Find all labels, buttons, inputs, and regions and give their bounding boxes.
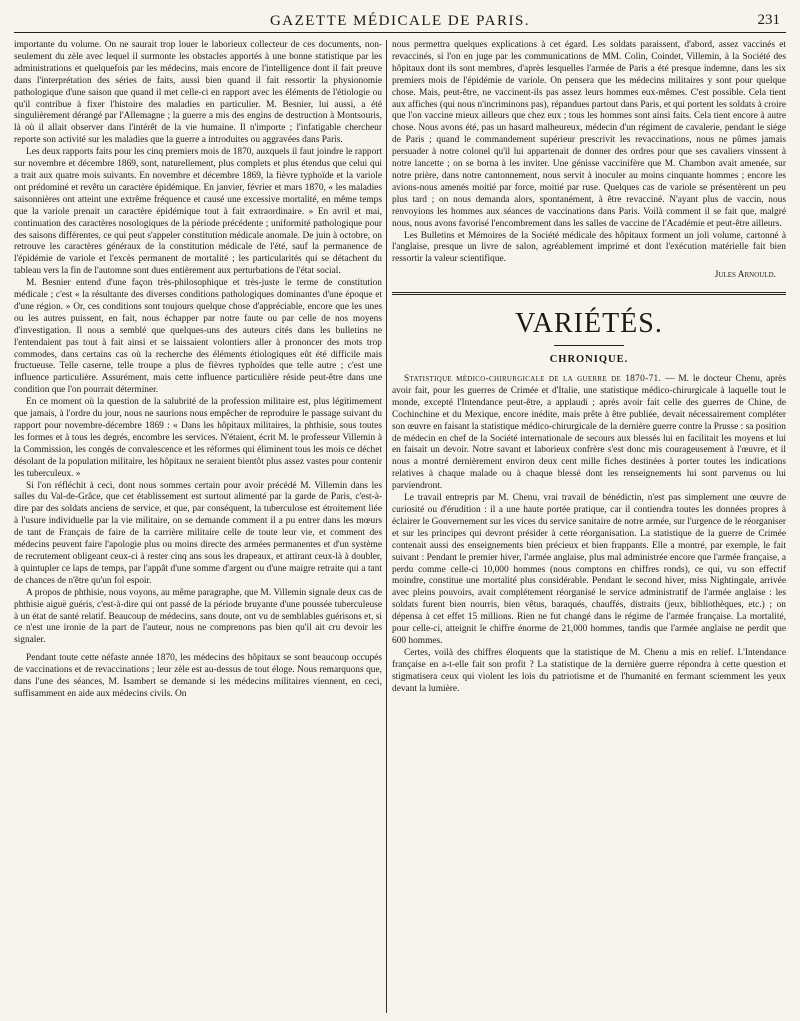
paragraph: M. Besnier entend d'une façon très-philosophique et très-juste le terme de constitution médicale ; c'est « la résultante des diverses conditions pathologiques dominantes d'une époque et d'une région. » Or, ces conditions sont toujours quelque chose d'appréciable, encore que les unes ou les autres puissent, en fait, nous échapper par notre faute ou par celle de nos moyens d'investigation. Il nous a semblé que quelques-uns des auteurs cités dans les bulletins ne l'entendaient pas tout à fait ainsi et se laissaient volontiers aller à prononcer des mots trop commodes, dans certains cas où la recherche des éléments étiologiques eût été difficile mais fructueuse. Telle caserne, telle troupe a plus de fièvres typhoïdes que telle autre ; c'est une influence particulière. Assurément, mais cette influence particulière réside peut-être dans une condition que l'on pourrait déterminer. [14, 278, 382, 396]
running-header [14, 10, 786, 33]
paragraph: Certes, voilà des chiffres éloquents que la statistique de M. Chenu a mis en relief. L'Intendance française en a-t-elle fait son profit ? La statistique de la dernière guerre répondra à cette question et stigmatisera ceux qui violent les lois du patriotisme et de l'humanité en fermant sciemment les yeux devant la lumière. [392, 647, 786, 694]
author-signature: Jules Arnould. [714, 270, 776, 281]
paragraph: En ce moment où la question de la salubrité de la profession militaire est, plus légitimement que jamais, à l'ordre du jour, nous ne saurions nous empêcher de reproduire le passage suivant du rapport pour novembre-décembre 1869 : « Dans les hôpitaux militaires, la phthisie, sous toutes les formes et à tous les degrés, encombre les services. N'étaient, écrit M. le professeur Villemin à la Commission, les congés de convalescence et les réformes qui éliminent tous les mois ce déchet désolant de la population militaire, les hôpitaux ne seraient bientôt plus assez vastes pour contenir les tuberculeux. » [14, 397, 382, 479]
paragraph: Si l'on réfléchit à ceci, dont nous sommes certain pour avoir précédé M. Villemin dans les salles du Val-de-Grâce, que cet établissement est surtout alimenté par la garde de Paris, c'est-à-dire par des soldats anciens de service, et que, par conséquent, la tuberculose est étroitement liée à l'usure individuelle par la vie militaire, on se demande comment il a pu entrer dans les mœurs de tant de Français de faire de la carrière militaire celle de toute leur vie, et comment des médecins peuvent faire l'apologie plus ou moins directe des armées permanentes et d'un système de recrutement obligeant ceux-ci à rester cinq ans sous les drapeaux, et attirant ceux-là à doubler, à quintupler ce laps de temps, par l'appât d'une somme d'argent ou d'une maigre retraite qui a tant de chances de n'être qu'un fol espoir. [14, 480, 382, 586]
title-underline [554, 345, 624, 346]
column-divider [386, 40, 387, 1013]
article-heading: Statistique médico-chirurgicale de la guerre de 1870-71. [404, 374, 662, 385]
journal-title: GAZETTE MÉDICALE DE PARIS. [269, 12, 531, 29]
paragraph: Les Bulletins et Mémoires de la Société médicale des hôpitaux forment un joli volume, cartonné à l'anglaise, presque un livre de salon, agréablement imprimé et dont l'exécution matérielle fait bien ressortir la valeur scientifique. [392, 230, 786, 265]
paragraph: Les deux rapports faits pour les cinq premiers mois de 1870, auxquels il faut joindre le rapport sur novembre et décembre 1869, sont, naturellement, plus complets et plus étendus que celui qui a trait aux quatre mois suivants. En novembre et décembre 1869, la fièvre typhoïde et la variole ont prédominé et revêtu un caractère épidémique. En janvier, février et mars 1870, « les maladies saisonnières ont atteint une extrême fréquence et causé une excessive mortalité, en même temps que la variole prenait un caractère épidémique tout à fait extraordinaire. » En avril et mai, continuation des caractères nosologiques de la période précédente ; uniformité pathologique pour des saisons différentes, ce qui peut s'appeler constitution médicale anomale. De juin à octobre, on retrouve les caractères généraux de la constitution médicale de l'été, sauf la permanence de l'épidémie de variole et l'excès permanent de mortalité ; les particularités qui se détachent du tableau vers la fin de l'automne sont dues entièrement aux perturbations de l'état social. [14, 147, 382, 277]
paragraph: M. le docteur Chenu, après avoir fait, pour les guerres de Crimée et d'Italie, une statistique médico-chirurgicale à laquelle tout le monde, excepté l'Intendance peut-être, a applaudi ; après avoir fait celle des guerres de Chine, de Cochinchine et du Mexique, encore inédite, mais prête à être publiée, devait nécessairement compléter son œuvre en faisant la statistique médico-chirurgicale de la dernière guerre contre la Prusse : sa position de médecin en chef de la Société internationale de secours aux blessés lui en facilitait les moyens et lui en faisait un devoir. Notre savant et laborieux confrère s'est donc mis courageusement à l'œuvre, et il nous a montré dernièrement environ deux cent mille fiches destinées à porter toutes les indications relatives à chaque malade ou à chaque blessé dont les renseignements lui sont parvenus ou lui parviendront. [392, 374, 786, 492]
right-column: nous permettra quelques explications à cet égard. Les soldats paraissent, d'abord, assez vaccinés et revaccinés, si l'on en juge par les communications de MM. Colin, Coindet, Villemin, à la Société des hôpitaux dont ils sont membres, d'après lesquelles l'armée de Paris a été presque indemne, dans les six premiers mois de l'épidémie de variole. On pensera que les médecins militaires y sont pour quelque chose. Mais, peut-être, ne vaccinent-ils pas assez leurs hommes eux-mêmes. C'est possible. Cela tient aux affiches (qui nous n'incriminons pas), répandues partout dans Paris, et qui portent les soldats à croire que l'on vaccine mieux ailleurs que chez eux ; tous les hommes sont ainsi faits. Cela tient encore à autre chose. Nous avons été, pas un hasard malheureux, médecin d'un régiment de cavalerie, pendant le siége de Paris ; quand le commandement supérieur prescrivit les revaccinations, nous ne pûmes jamais persuader à notre colonel qu'il lui appartenait de donner des ordres pour que ses cavaliers vinssent à notre lancette ; on se borna à les inviter. Une génisse vaccinifère que M. Chambon avait amenée, sur notre prière, dans notre cantonnement, nous servit à inoculer au moins cinquante hommes ; encore les avions-nous amenés moitié par force, moitié par ruse. Quelques cas de variole se présentèrent un peu plus tard ; on nous demanda alors, spontanément, à être revacciné. N'ayant plus de vaccin, nous renvoyions les hommes aux séances de vaccinations dans Paris. Voilà comment il se fait que, malgré nous, nous avons favorisé l'encombrement dans les salles de vaccine de l'Académie et peut-être ailleurs. Les Bulletins et Mémoires de la Société médicale des hôpitaux forment un joli volume, cartonné à l'anglaise, presque un livre de salon, agréablement imprimé et dont l'exécution matérielle fait bien ressortir la valeur scientifique. Jules Arnould. VARIÉTÉS. CHRONIQUE. Statistique médico-chirurgicale de la guerre de 1870-71. — M. le docteur Chenu, après avoir fait, pour les guerres de Crimée et d'Italie, une statistique médico-chirurgicale à laquelle tout le monde, excepté l'Intendance peut-être, a applaudi ; après avoir fait celle des guerres de Chine, de Cochinchine et du Mexique, encore inédite, mais prête à être publiée, devait nécessairement compléter son œuvre en faisant la statistique médico-chirurgicale de la dernière guerre contre la Prusse : sa position de médecin en chef de la Société internationale de secours aux blessés lui en facilitait les moyens et lui en faisait un devoir. Notre savant et laborieux confrère s'est donc mis courageusement à l'œuvre, et il nous a montré dernièrement environ deux cent mille fiches destinées à porter toutes les indications relatives à chaque malade ou à chaque blessé dont les renseignements lui sont parvenus ou lui parviendront. Le travail entrepris par M. Chenu, vrai travail de bénédictin, n'est pas simplement une œuvre de curiosité ou d'érudition : il a une haute portée pratique, car il contiendra toutes les données propres à éclairer le Gouvernement sur les vices du service sanitaire de notre armée, sur l'urgence de le réorganiser et sur les principes qui devront présider à cette réorganisation. La statistique de la guerre de Crimée contenait aussi des enseignements bien précieux et bien frappants. Elle a montré, par exemple, le fait suivant : Pendant le premier hiver, l'armée anglaise, plus mal administrée encore que l'armée française, a perdu comme celle-ci 10,000 hommes (nous comptons en chiffres ronds), ce qui, vu son effectif moindre, constitue une mortalité plus considérable. Pendant le second hiver, miss Nightingale, arrivée avec pleins pouvoirs, avait complétement réorganisé le service administratif de l'armée anglaise : les soldats furent bien nourris, bien vêtus, baraqués, chauffés, distraits (jeux, bibliothèques, etc.) ; on dépensa à cet effet 15 millions. Rien ne fut changé dans le régime de l'armée française. La mortalité, pour celle-ci, atteignit le chiffre énorme de 21,000 hommes, tandis que l'armée anglaise ne perdit que 600 hommes. Certes, voilà des chiffres éloquents que la statistique de M. Chenu a mis en relief. L'Intendance française en a-t-elle fait son profit ? La statistique de la dernière guerre répondra à cette question et stigmatisera ceux qui violent les lois du patriotisme et de l'humanité en fermant sciemment les yeux devant la lumière. [392, 40, 786, 694]
left-column [14, 40, 382, 1015]
page-number: 231 [757, 12, 780, 28]
paragraph: Le travail entrepris par M. Chenu, vrai travail de bénédictin, n'est pas simplement une œuvre de curiosité ou d'érudition : il a une haute portée pratique, car il contiendra toutes les données propres à éclairer le Gouvernement sur les vices du service sanitaire de notre armée, sur l'urgence de le réorganiser et sur les principes qui devront présider à cette réorganisation. La statistique de la guerre de Crimée contenait aussi des enseignements bien précieux et bien frappants. Elle a montré, par exemple, le fait suivant : Pendant le premier hiver, l'armée anglaise, plus mal administrée encore que l'armée française, a perdu comme celle-ci 10,000 hommes (nous comptons en chiffres ronds), ce qui, vu son effectif moindre, constitue une mortalité plus considérable. Pendant le second hiver, miss Nightingale, arrivée avec pleins pouvoirs, avait complétement réorganisé le service administratif de l'armée anglaise : les soldats furent bien nourris, bien vêtus, baraqués, chauffés, distraits (jeux, bibliothèques, etc.) ; on dépensa à cet effet 15 millions. Rien ne fut changé dans le régime de l'armée française. La mortalité, pour celle-ci, atteignit le chiffre énorme de 21,000 hommes, tandis que l'armée anglaise ne perdit que 600 hommes. [392, 493, 786, 646]
paragraph: Pendant toute cette néfaste année 1870, les médecins des hôpitaux se sont beaucoup occupés de vaccinations et de revaccinations ; leur zèle est au-dessus de tout éloge. Nous remarquons que, dans l'une des séances, M. Isambert se demande si les médecins militaires viennent, en ceci, suffisamment en aide aux médecins civils. On [14, 653, 382, 699]
section-title: VARIÉTÉS. [515, 308, 663, 340]
paragraph: A propos de phthisie, nous voyons, au même paragraphe, que M. Villemin signale deux cas de phthisie aiguë guéris, c'est-à-dire qui ont passé de la période bruyante d'une poussée tuberculeuse à un état de santé relatif. Beaucoup de médecins, sans doute, ont vu de semblables guérisons et, si ce n'est une ironie de la part de l'auteur, nous ne comprenons pas bien qu'il ait cru devoir les signaler. [14, 587, 382, 646]
paragraph: nous permettra quelques explications à cet égard. Les soldats paraissent, d'abord, assez vaccinés et revaccinés, si l'on en juge par les communications de MM. Colin, Coindet, Villemin, à la Société des hôpitaux dont ils sont membres, d'après lesquelles l'armée de Paris a été presque indemne, dans les six premiers mois de l'épidémie de variole. On pensera que les médecins militaires y sont pour quelque chose. Mais, peut-être, ne vaccinent-ils pas assez leurs hommes eux-mêmes. C'est possible. Cela tient aux affiches (qui nous n'incriminons pas), répandues partout dans Paris, et qui portent les soldats à croire que l'on vaccine mieux ailleurs que chez eux ; tous les hommes sont ainsi faits. Cela tient encore à autre chose. Nous avons été, pas un hasard malheureux, médecin d'un régiment de cavalerie, pendant le siége de Paris ; quand le commandement supérieur prescrivit les revaccinations, nous ne pûmes jamais persuader à notre colonel qu'il lui appartenait de donner des ordres pour que ses cavaliers vinssent à notre lancette ; on se borna à les inviter. Une génisse vaccinifère que M. Chambon avait amenée, sur notre prière, dans notre cantonnement, nous servit à inoculer au moins cinquante hommes ; encore les avions-nous amenés moitié par force, moitié par ruse. Quelques cas de variole se présentèrent un peu plus tard ; on nous demanda alors, spontanément, à être revacciné. N'ayant plus de vaccin, nous renvoyions les hommes aux séances de vaccinations dans Paris. Voilà comment il se fait que, malgré nous, nous avons favorisé l'encombrement dans les salles de vaccine de l'Académie et peut-être ailleurs. [392, 40, 786, 229]
subsection-title: CHRONIQUE. [549, 354, 629, 366]
paragraph: importante du volume. On ne saurait trop louer le laborieux collecteur de ces documents, non-seulement du zèle avec lequel il surmonte les obstacles apportés à une bonne statistique par les administrations et quelquefois par les médecins, mais encore de l'intelligence dont il fait preuve dans l'interprétation des séries de faits, aussi bien quand il fait ressortir la physionomie pathologique d'une saison que quand il met celle-ci en rapport avec les éléments de l'étiologie ou qu'il contribue à fixer l'histoire des maladies en particulier. M. Besnier, lui aussi, a été singulièrement dérangé par l'Allemagne ; la guerre a mis des engins de destruction à Montsouris, là où il allait observer dans l'intérêt de la vie humaine. Il n'importe ; l'infatigable chercheur reporte son activité sur les maladies que la guerre a introduites ou aggravées dans Paris. [14, 40, 382, 146]
section-divider [392, 292, 786, 295]
